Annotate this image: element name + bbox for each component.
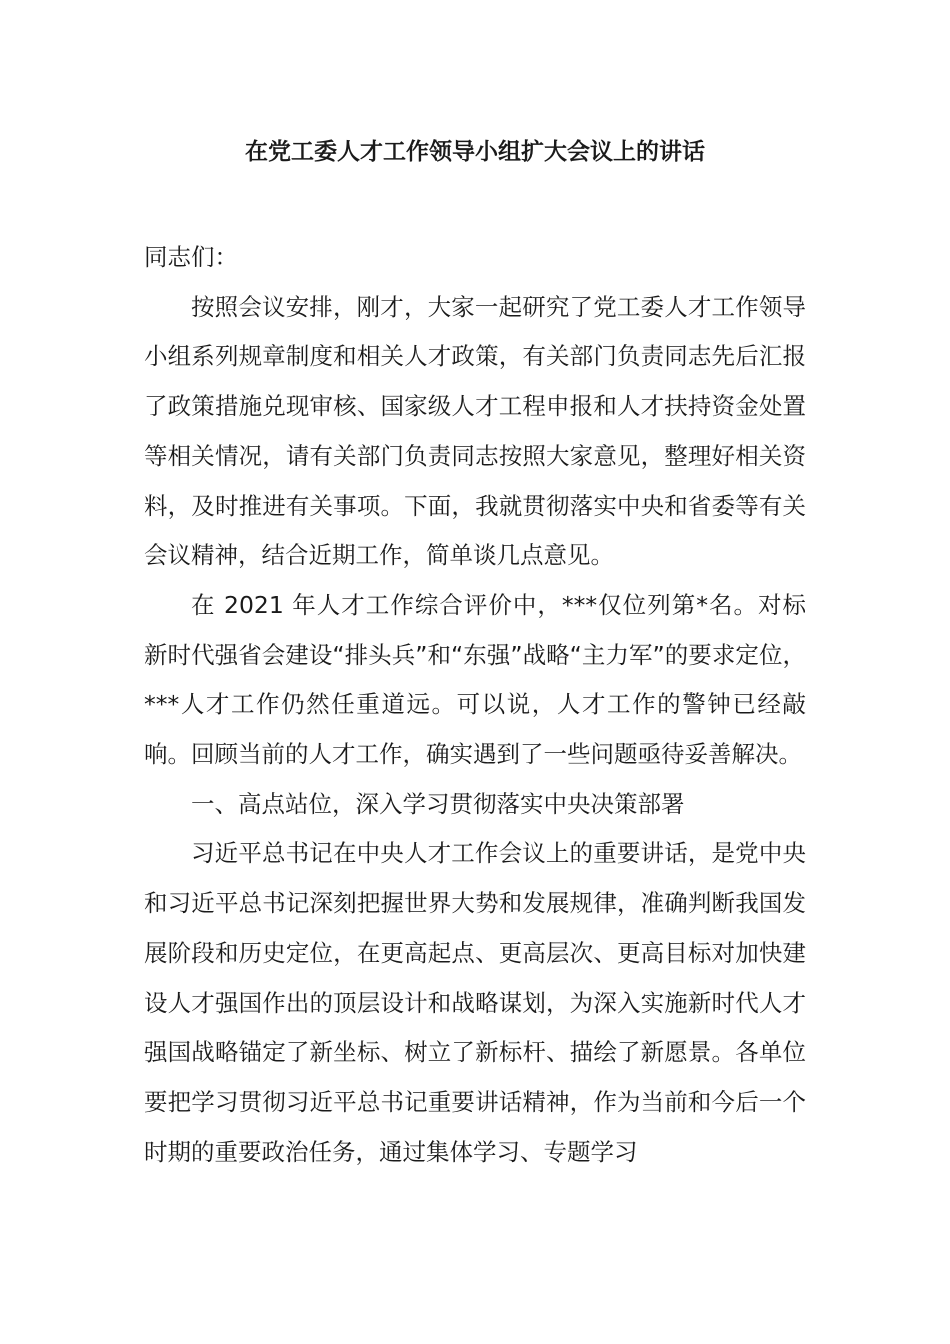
paragraph-evaluation: 在 2021 年人才工作综合评价中，***仅位列第*名。对标新时代强省会建设“排头兵”和“东强”战略“主力军”的要求定位，***人才工作仍然任重道远。可以说，人才工作的警钟已经敲响。回顾当前的人才工作，确实遇到了一些问题亟待妥善解决。 <box>144 590 806 769</box>
document-body <box>144 233 806 1177</box>
paragraph-intro: 按照会议安排，刚才，大家一起研究了党工委人才工作领导小组系列规章制度和相关人才政策，有关部门负责同志先后汇报了政策措施兑现审核、国家级人才工程申报和人才扶持资金处置等相关情况，请有关部门负责同志按照大家意见，整理好相关资料，及时推进有关事项。下面，我就贯彻落实中央和省委等有关会议精神，结合近期工作，简单谈几点意见。 <box>144 292 806 570</box>
section-heading-1: 一、高点站位，深入学习贯彻落实中央决策部署 <box>191 789 685 818</box>
document-title: 在党工委人才工作领导小组扩大会议上的讲话 <box>245 139 705 165</box>
salutation: 同志们： <box>144 243 238 271</box>
paragraph-section-1: 习近平总书记在中央人才工作会议上的重要讲话，是党中央和习近平总书记深刻把握世界大势和发展规律，准确判断我国发展阶段和历史定位，在更高起点、更高层次、更高目标对加快建设人才强国作出的顶层设计和战略谋划，为深入实施新时代人才强国战略锚定了新坐标、树立了新标杆、描绘了新愿景。各单位要把学习贯彻习近平总书记重要讲话精神，作为当前和今后一个时期的重要政治任务，通过集体学习、专题学习 <box>144 839 806 1166</box>
